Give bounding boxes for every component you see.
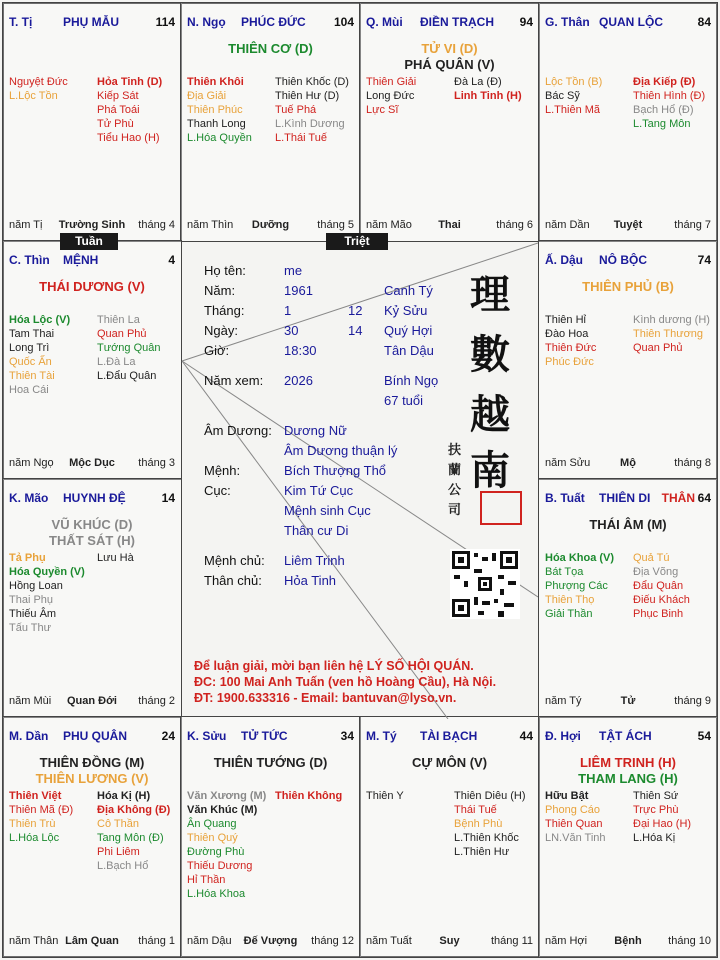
minor-star: Phong Cáo	[545, 804, 601, 816]
palace-dan	[2, 716, 182, 958]
footer-year: năm Mùi	[9, 695, 52, 707]
palace-hoi	[538, 716, 718, 958]
palace-header	[7, 491, 177, 507]
minor-star: L.Hóa Kị	[633, 832, 676, 844]
palace-header	[7, 729, 177, 745]
minor-star: Quả Tú	[633, 552, 670, 564]
minor-star: Phượng Các	[545, 580, 608, 592]
contact-line-2: ĐC: 100 Mai Anh Tuấn (ven hồ Hoàng Cầu), Hà Nội.	[194, 675, 497, 689]
footer-year: năm Dậu	[187, 935, 232, 947]
footer-year: năm Tý	[545, 695, 582, 707]
palace-footer	[543, 219, 713, 233]
palace-suu	[180, 716, 361, 958]
palace-footer	[7, 219, 177, 233]
calligraphy-char-2: 數	[470, 331, 510, 378]
palace-header	[543, 253, 713, 269]
value-thang: 1	[284, 303, 292, 318]
minor-star: Tam Thai	[9, 328, 55, 340]
label-thang: Tháng:	[204, 303, 245, 318]
label-ngay: Ngày:	[204, 323, 238, 338]
minor-star: Bệnh Phù	[454, 818, 503, 830]
minor-star: Phúc Đức	[545, 356, 594, 368]
minor-star: Thiên Khốc (D)	[275, 76, 349, 88]
minor-star: Kiếp Sát	[97, 90, 139, 102]
palace-name: HUYNH ĐỆ	[63, 491, 126, 505]
palace-position: C. Thìn	[9, 253, 50, 267]
value-nam-xem: 2026	[284, 373, 313, 388]
value-cuc-3: Thân cư Di	[284, 523, 349, 538]
palace-header	[543, 15, 713, 31]
minor-star: Đào Hoa	[545, 328, 589, 340]
palace-name: PHỤ MẪU	[63, 15, 119, 29]
value-ngay: 30	[284, 323, 299, 338]
palace-position: G. Thân	[545, 15, 590, 29]
palace-age-number: 74	[697, 253, 711, 267]
minor-star: Long Đức	[366, 90, 415, 102]
minor-star: Lực Sĩ	[366, 104, 399, 116]
minor-star: L.Thiên Khốc	[454, 832, 519, 844]
palace-footer	[7, 457, 177, 471]
footer-month: tháng 2	[138, 695, 175, 707]
minor-star: Thái Tuế	[454, 804, 497, 816]
calligraphy-char-3: 越	[470, 391, 510, 438]
value-cuc: Kim Tứ Cục	[284, 483, 354, 498]
palace-age-number: 114	[155, 15, 175, 29]
palace-age-number: 64	[697, 491, 711, 505]
palace-footer	[7, 935, 177, 949]
minor-star: Hồng Loan	[9, 580, 63, 592]
footer-month: tháng 9	[674, 695, 711, 707]
palace-footer	[543, 935, 713, 949]
footer-month: tháng 8	[674, 457, 711, 469]
palace-header	[185, 729, 356, 745]
minor-star: Phi Liêm	[97, 846, 140, 858]
value-nam: 1961	[284, 283, 313, 298]
main-star: THÁI ÂM (M)	[589, 517, 667, 532]
palace-age-number: 24	[161, 729, 175, 743]
minor-star: Thiên Giải	[366, 76, 417, 88]
palace-header	[543, 729, 713, 745]
footer-year: năm Tị	[9, 219, 43, 231]
minor-star: Lưu Hà	[97, 552, 134, 564]
footer-year: năm Thân	[9, 935, 59, 947]
palace-footer	[364, 219, 535, 233]
minor-star: Đại Hao (H)	[633, 818, 692, 830]
minor-star: Quốc Ấn	[9, 356, 52, 368]
minor-star: Thai Phụ	[9, 594, 54, 606]
value-gio-can: Tân Dậu	[384, 343, 434, 358]
contact-line-1: Để luận giải, mời bạn liên hệ LÝ SỐ HỘI QUÁN.	[194, 659, 474, 673]
minor-star: Linh Tinh (H)	[454, 90, 522, 102]
palace-mui	[359, 2, 540, 242]
value-cuc-2: Mệnh sinh Cục	[284, 503, 371, 518]
minor-star: Tướng Quân	[97, 342, 161, 354]
minor-star: L.Kình Dương	[275, 118, 345, 130]
footer-year: năm Thìn	[187, 219, 234, 231]
palace-tuat	[538, 478, 718, 718]
footer-month: tháng 1	[138, 935, 175, 947]
footer-month: tháng 3	[138, 457, 175, 469]
footer-cycle: Bệnh	[614, 935, 642, 947]
main-star: THẤT SÁT (H)	[49, 533, 135, 548]
main-star: TỬ VI (D)	[421, 41, 478, 56]
footer-month: tháng 5	[317, 219, 354, 231]
minor-star: Thiên Hỉ	[545, 314, 586, 326]
main-star: LIÊM TRINH (H)	[579, 755, 677, 770]
footer-year: năm Tuất	[366, 935, 412, 947]
palace-ngo	[180, 2, 361, 242]
palace-position: M. Dần	[9, 729, 49, 743]
minor-star: Hóa Kị (H)	[97, 790, 151, 802]
palace-position: N. Ngọ	[187, 15, 226, 29]
minor-star: Bác Sỹ	[545, 90, 580, 102]
value-nam-xem-can: Bính Ngọ	[384, 373, 439, 388]
palace-position: K. Sửu	[187, 729, 227, 743]
minor-star: Thiên Thọ	[545, 594, 595, 606]
footer-cycle: Tử	[620, 695, 636, 707]
minor-star: Đẩu Quân	[633, 580, 684, 592]
contact-line-3: ĐT: 1900.633316 - Email: bantuvan@lyso.vn.	[194, 691, 457, 705]
minor-star: Thiên Đức	[545, 342, 597, 354]
minor-star: Thiên Mã (Đ)	[9, 804, 74, 816]
palace-age-number: 104	[333, 15, 354, 29]
palace-position: K. Mão	[9, 491, 49, 505]
minor-star: Điếu Khách	[633, 594, 690, 606]
minor-star: Tử Phù	[97, 118, 134, 130]
center-info-panel	[180, 241, 538, 719]
main-star: VŨ KHÚC (D)	[51, 517, 133, 532]
minor-star: Thiên Trù	[9, 818, 56, 830]
palace-ti	[2, 2, 182, 242]
palace-header	[364, 729, 535, 745]
minor-star: Thiên Quý	[187, 832, 238, 844]
footer-month: tháng 11	[490, 935, 533, 947]
palace-position: M. Tý	[366, 729, 397, 743]
minor-star: Hóa Khoa (V)	[545, 552, 615, 564]
palace-header	[364, 15, 535, 31]
palace-age-number: 54	[697, 729, 711, 743]
label-cuc: Cục:	[204, 483, 231, 498]
palace-name: ĐIỀN TRẠCH	[420, 15, 494, 29]
calligraphy-small: 扶 蘭 公 司	[448, 443, 462, 518]
palace-age-number: 94	[519, 15, 533, 29]
footer-month: tháng 7	[674, 219, 711, 231]
minor-star: Địa Giải	[187, 90, 227, 102]
main-star: THIÊN ĐỒNG (M)	[39, 755, 145, 770]
minor-star: Cô Thần	[97, 818, 139, 830]
footer-cycle: Mộc Dục	[69, 457, 115, 469]
minor-star: Văn Xương (M)	[187, 790, 267, 802]
palace-footer	[543, 457, 713, 471]
minor-star: Thiên Quan	[545, 818, 603, 830]
minor-star: Thiên Phúc	[187, 104, 243, 116]
minor-star: Bát Tọa	[545, 566, 584, 578]
value-thang-lunar: 12	[348, 303, 363, 318]
value-am-duong-2: Âm Dương thuận lý	[284, 443, 398, 458]
minor-star: Thiên Hư (D)	[275, 90, 340, 102]
main-star: THIÊN CƠ (D)	[228, 41, 313, 56]
calligraphy-char-1: 理	[470, 271, 510, 318]
footer-cycle: Quan Đới	[67, 695, 117, 707]
palace-position: Đ. Hợi	[545, 729, 581, 743]
main-star: PHÁ QUÂN (V)	[404, 57, 495, 72]
minor-star: Hóa Lộc (V)	[9, 314, 71, 326]
minor-star: Bạch Hổ (Đ)	[633, 104, 694, 116]
palace-dau	[538, 240, 718, 480]
minor-star: L.Hóa Quyền	[187, 132, 252, 144]
palace-position: T. Tị	[9, 15, 33, 29]
minor-star: L.Lộc Tồn	[9, 90, 58, 102]
palace-footer	[185, 219, 356, 233]
minor-star: Quan Phủ	[633, 342, 683, 354]
minor-star: Nguyệt Đức	[9, 76, 68, 88]
minor-star: Lộc Tồn (B)	[545, 76, 603, 88]
minor-star: Thiên Không	[275, 790, 343, 802]
palace-name: TẬT ÁCH	[599, 729, 652, 743]
minor-star: Thiên Sứ	[633, 790, 679, 802]
minor-star: Tấu Thư	[9, 622, 52, 634]
main-star: CỰ MÔN (V)	[411, 755, 488, 770]
palace-name: NÔ BỘC	[599, 253, 647, 267]
label-ho-ten: Họ tên:	[204, 263, 246, 278]
palace-age-number: 34	[340, 729, 354, 743]
value-nam-can: Canh Tý	[384, 283, 433, 298]
label-am-duong: Âm Dương:	[204, 423, 272, 438]
palace-name: PHU QUÂN	[63, 729, 128, 743]
minor-star: Thiếu Âm	[9, 608, 57, 620]
main-star: THIÊN PHỦ (B)	[582, 279, 674, 294]
footer-cycle: Dưỡng	[251, 219, 290, 231]
value-ngay-can: Quý Hợi	[384, 323, 433, 338]
minor-star: L.Thái Tuế	[275, 132, 327, 144]
minor-star: Thiên Khôi	[187, 76, 244, 88]
minor-star: L.Thiên Hư	[454, 846, 510, 858]
value-menh: Bích Thượng Thổ	[284, 463, 387, 478]
value-menh-chu: Liêm Trinh	[284, 553, 345, 568]
minor-star: Thiên Hình (Đ)	[633, 90, 706, 102]
minor-star: Thiên La	[97, 314, 140, 326]
footer-month: tháng 10	[668, 935, 711, 947]
palace-position: Ấ. Dậu	[545, 253, 584, 267]
footer-year: năm Hợi	[545, 935, 588, 947]
minor-star: Quan Phủ	[97, 328, 147, 340]
minor-star: Đường Phù	[187, 846, 245, 858]
minor-star: L.Hóa Lộc	[9, 832, 60, 844]
minor-star: LN.Văn Tinh	[545, 832, 606, 844]
footer-year: năm Ngọ	[9, 457, 54, 469]
minor-star: Đà La (Đ)	[454, 76, 502, 88]
value-thang-can: Kỷ Sửu	[384, 303, 428, 318]
minor-star: L.Tang Môn	[633, 118, 691, 130]
minor-star: Tang Môn (Đ)	[97, 832, 164, 844]
footer-cycle: Mộ	[620, 457, 636, 469]
label-gio: Giờ:	[204, 343, 230, 358]
value-ho-ten: me	[284, 263, 303, 278]
minor-star: Tiểu Hao (H)	[97, 132, 160, 144]
footer-year: năm Dần	[545, 219, 590, 231]
minor-star: Địa Không (Đ)	[97, 804, 171, 816]
minor-star: Hoa Cái	[9, 384, 49, 396]
palace-header	[543, 491, 713, 507]
minor-star: Thiên Tài	[9, 370, 55, 382]
palace-header	[7, 15, 177, 31]
main-star: THIÊN LƯƠNG (V)	[35, 771, 149, 786]
palace-name: TỬ TỨC	[241, 729, 288, 743]
footer-month: tháng 6	[496, 219, 533, 231]
minor-star: Hóa Quyền (V)	[9, 566, 85, 578]
minor-star: Tả Phụ	[9, 552, 46, 564]
minor-star: Thiếu Dương	[187, 860, 253, 872]
minor-star: L.Hóa Khoa	[187, 888, 246, 900]
tuan-tag: Tuần	[60, 233, 118, 250]
triet-tag: Triệt	[326, 233, 388, 250]
main-star: THÁI DƯƠNG (V)	[39, 279, 145, 294]
palace-age-number: 44	[519, 729, 533, 743]
palace-age-number: 84	[697, 15, 711, 29]
label-menh: Mệnh:	[204, 463, 241, 478]
minor-star: Hỉ Thần	[187, 874, 226, 886]
footer-year: năm Mão	[366, 219, 412, 231]
palace-footer	[185, 935, 356, 949]
palace-name: THIÊN DI	[599, 491, 651, 505]
minor-star: Kình dương (H)	[633, 314, 710, 326]
footer-cycle: Suy	[439, 935, 460, 947]
value-tuoi: 67 tuổi	[384, 393, 424, 408]
minor-star: Hỏa Tinh (D)	[97, 76, 163, 88]
palace-position: B. Tuất	[545, 491, 585, 505]
palace-position: Q. Mùi	[366, 15, 403, 29]
main-star: THIÊN TƯỚNG (D)	[213, 755, 328, 770]
minor-star: Thiên Việt	[9, 790, 62, 802]
minor-star: Giải Thần	[545, 608, 593, 620]
palace-than	[538, 2, 718, 242]
palace-age-number: 4	[168, 253, 175, 267]
footer-cycle: Trường Sinh	[58, 219, 126, 231]
minor-star: Thanh Long	[187, 118, 246, 130]
footer-cycle: Thai	[438, 219, 461, 231]
minor-star: L.Đà La	[97, 356, 136, 368]
minor-star: Thiên Diêu (H)	[454, 790, 526, 802]
label-than-chu: Thân chủ:	[204, 573, 262, 588]
footer-month: tháng 12	[311, 935, 354, 947]
minor-star: Ân Quang	[187, 818, 237, 830]
main-star: THAM LANG (H)	[578, 771, 678, 786]
minor-star: Trực Phù	[633, 804, 679, 816]
label-nam: Năm:	[204, 283, 236, 298]
palace-ty	[359, 716, 540, 958]
palace-mao	[2, 478, 182, 718]
value-am-duong: Dương Nữ	[284, 423, 347, 438]
footer-year: năm Sửu	[545, 457, 591, 469]
minor-star: Địa Võng	[633, 566, 679, 578]
value-gio: 18:30	[284, 343, 317, 358]
palace-than-marker: THÂN	[661, 491, 695, 505]
palace-age-number: 14	[161, 491, 175, 505]
palace-header	[7, 253, 177, 269]
palace-name: QUAN LỘC	[599, 15, 663, 29]
minor-star: Phục Binh	[633, 608, 684, 620]
palace-name: TÀI BẠCH	[420, 729, 478, 743]
qr-code-icon	[450, 549, 520, 619]
footer-cycle: Tuyệt	[613, 219, 643, 231]
minor-star: Long Trì	[9, 342, 50, 354]
value-ngay-lunar: 14	[348, 323, 363, 338]
minor-star: Văn Khúc (M)	[187, 804, 258, 816]
minor-star: Địa Kiếp (Đ)	[633, 76, 696, 88]
label-menh-chu: Mệnh chủ:	[204, 553, 265, 568]
palace-thin	[2, 240, 182, 480]
label-nam-xem: Năm xem:	[204, 373, 264, 388]
palace-header	[185, 15, 356, 31]
minor-star: L.Bạch Hổ	[97, 860, 149, 872]
calligraphy-char-4: 南	[470, 447, 510, 494]
minor-star: Tuế Phá	[275, 104, 317, 116]
value-than-chu: Hỏa Tinh	[284, 573, 337, 588]
minor-star: Thiên Y	[366, 790, 404, 802]
minor-star: Phá Toái	[97, 104, 140, 116]
red-seal-icon	[480, 491, 522, 525]
minor-star: Hữu Bật	[545, 790, 589, 802]
palace-footer	[543, 695, 713, 709]
minor-star: L.Thiên Mã	[545, 104, 601, 116]
palace-name: PHÚC ĐỨC	[241, 15, 306, 29]
footer-cycle: Lâm Quan	[65, 935, 119, 947]
palace-footer	[364, 935, 535, 949]
minor-star: Thiên Thương	[633, 328, 704, 340]
palace-footer	[7, 695, 177, 709]
footer-month: tháng 4	[138, 219, 175, 231]
footer-cycle: Đế Vượng	[243, 935, 298, 947]
minor-star: L.Đẩu Quân	[97, 370, 157, 382]
palace-name: MỆNH	[63, 253, 99, 267]
